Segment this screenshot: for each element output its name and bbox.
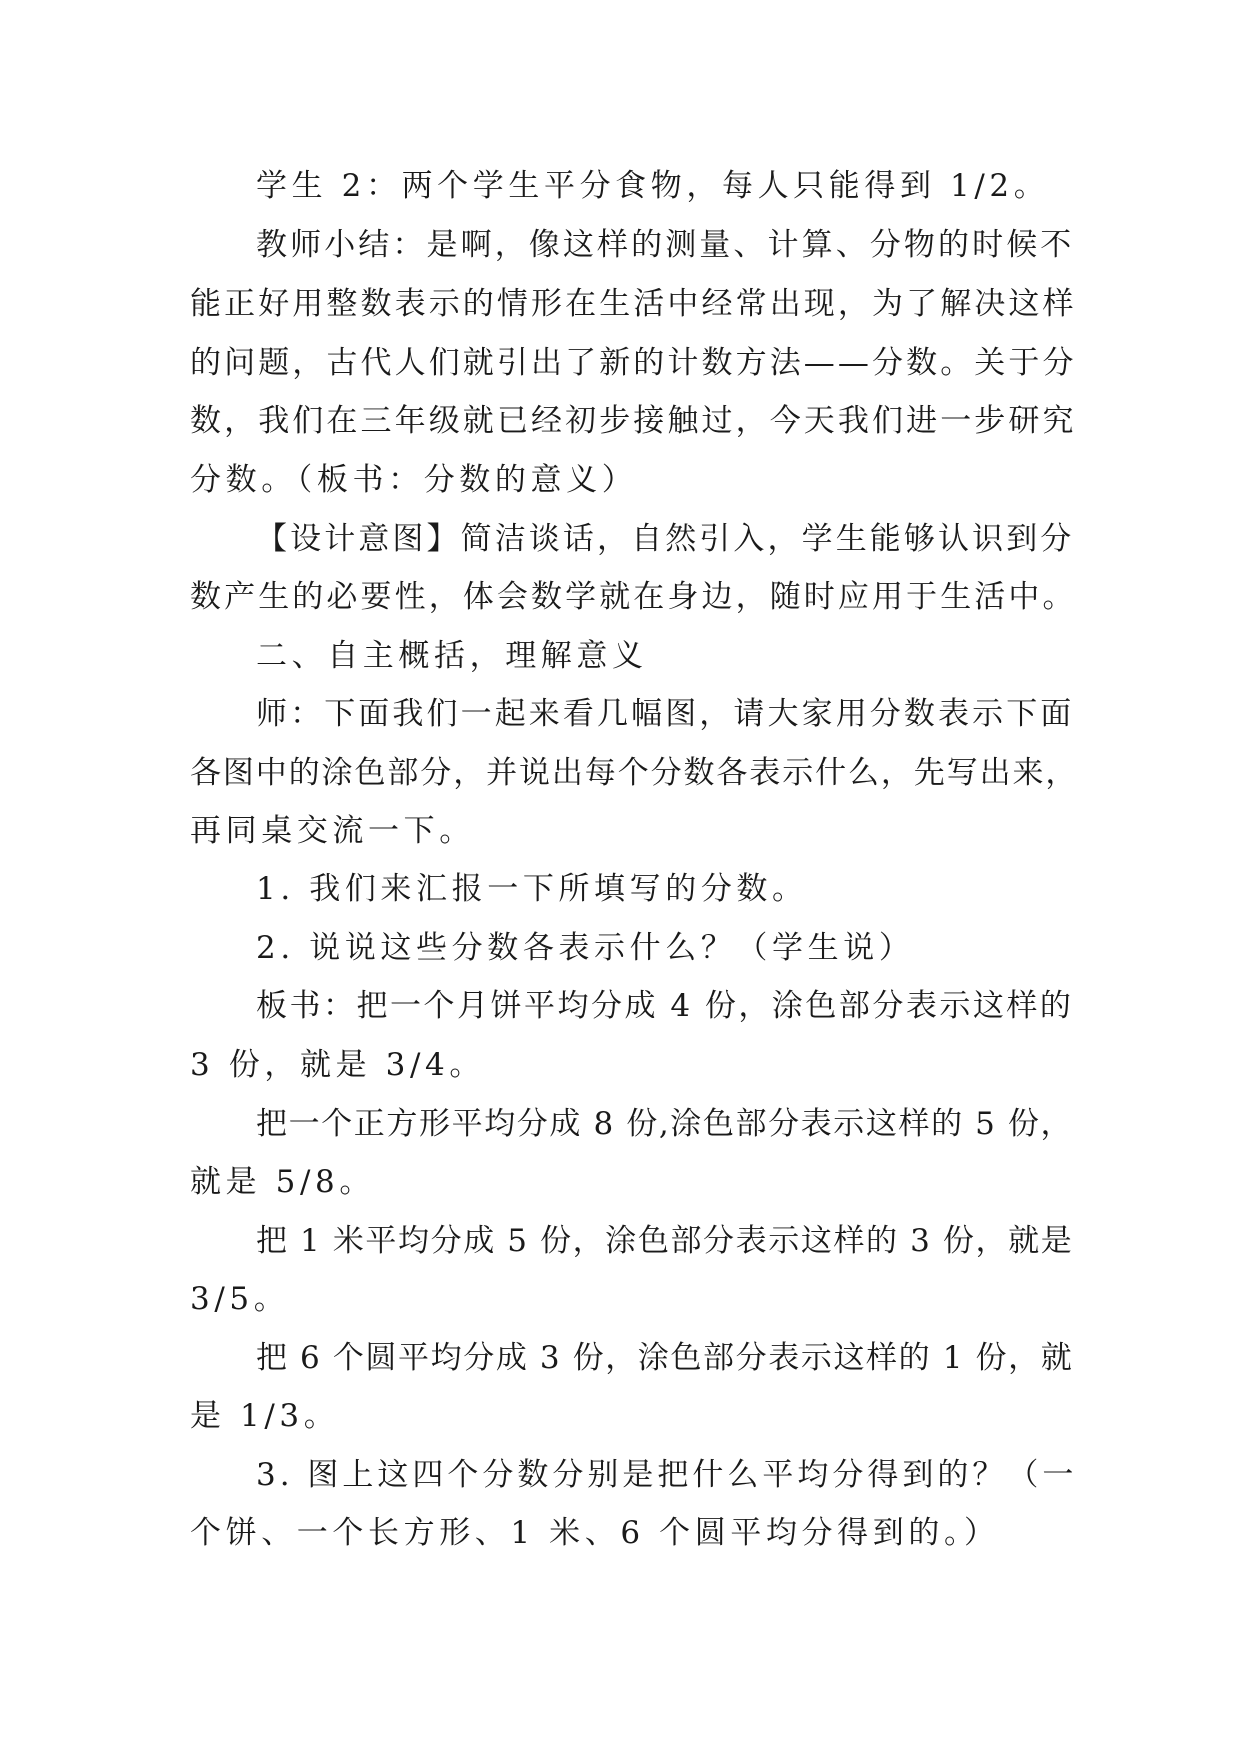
paragraph-line: 是 1/3。 [190,1398,340,1434]
paragraph-line: 各图中的涂色部分，并说出每个分数各表示什么，先写出来， [190,755,1079,791]
paragraph-line: 师：下面我们一起来看几幅图，请大家用分数表示下面 [256,696,1075,732]
paragraph-line: 能正好用整数表示的情形在生活中经常出现，为了解决这样 [190,286,1077,322]
list-item: 3. 图上这四个分数分别是把什么平均分得到的？（一 [256,1457,1078,1493]
paragraph-line: 3 份，就是 3/4。 [190,1047,485,1083]
paragraph-line: 再同桌交流一下。 [190,813,475,849]
paragraph-line: 板书：把一个月饼平均分成 4 份，涂色部分表示这样的 [256,988,1074,1024]
paragraph-line: 个饼、一个长方形、1 米、6 个圆平均分得到的。） [190,1515,1000,1551]
list-item: 2. 说说这些分数各表示什么？（学生说） [256,930,915,966]
list-item: 1. 我们来汇报一下所填写的分数。 [256,871,808,907]
paragraph-line: 【设计意图】简洁谈话，自然引入，学生能够认识到分 [256,521,1075,557]
paragraph-line: 分数。（板书：分数的意义） [190,462,638,498]
paragraph-line: 学生 2：两个学生平分食物，每人只能得到 1/2。 [256,168,1050,204]
paragraph-line: 数产生的必要性，体会数学就在身边，随时应用于生活中。 [190,579,1077,615]
paragraph-line: 把 1 米平均分成 5 份，涂色部分表示这样的 3 份，就是 [256,1223,1074,1259]
paragraph-line: 就是 5/8。 [190,1164,375,1200]
paragraph-line: 的问题，古代人们就引出了新的计数方法——分数。关于分 [190,345,1077,381]
paragraph-line: 数，我们在三年级就已经初步接触过，今天我们进一步研究 [190,403,1077,439]
paragraph-line: 把 6 个圆平均分成 3 份，涂色部分表示这样的 1 份，就 [256,1340,1074,1376]
section-heading: 二、自主概括，理解意义 [256,638,648,674]
paragraph-line: 把一个正方形平均分成 8 份,涂色部分表示这样的 5 份， [256,1106,1074,1142]
paragraph-line: 3/5。 [190,1281,290,1317]
paragraph-line: 教师小结：是啊，像这样的测量、计算、分物的时候不 [256,227,1075,263]
